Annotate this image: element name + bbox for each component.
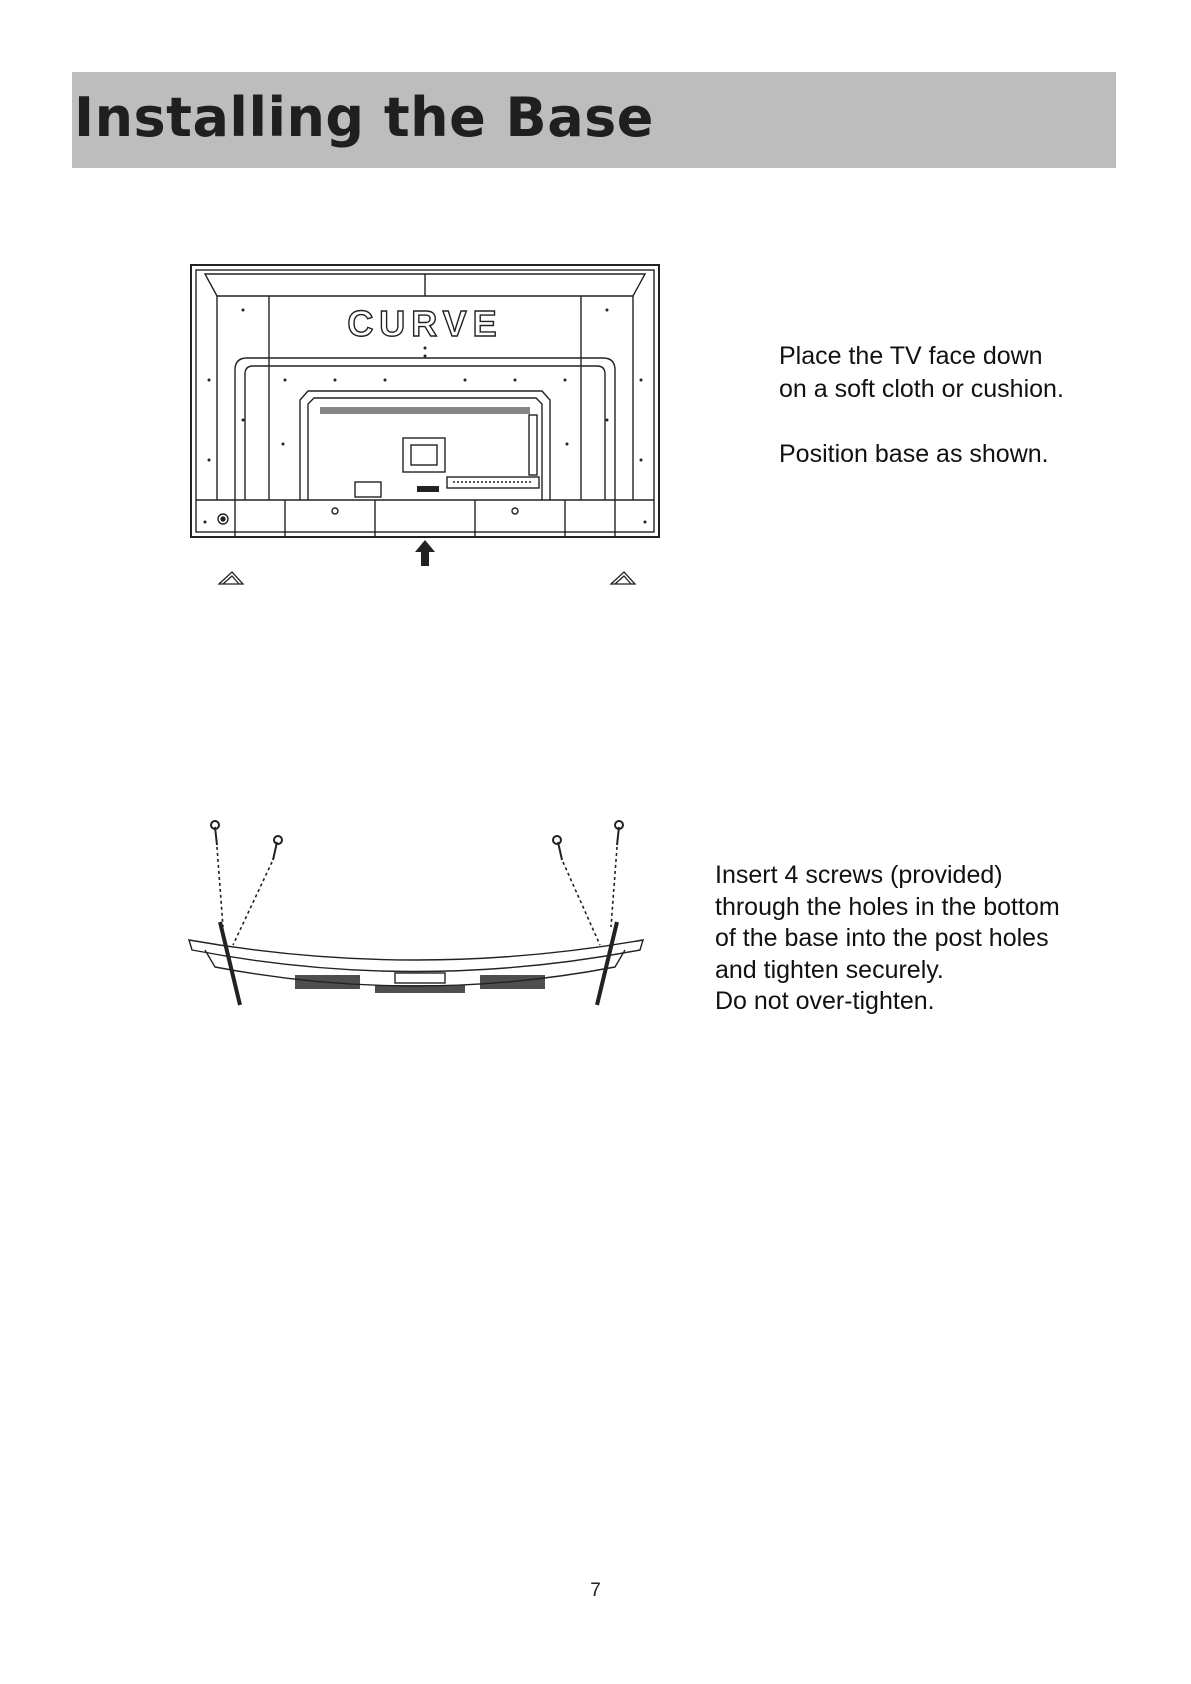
tv-back-illustration: [185, 260, 665, 630]
page-title: Installing the Base: [74, 86, 654, 149]
curve-logo: CURVE: [347, 303, 503, 344]
step-1-line-2: on a soft cloth or cushion.: [779, 375, 1064, 403]
step-1-note: Position base as shown.: [779, 440, 1049, 468]
step-2-instructions: [715, 860, 1060, 1018]
step-2-line-3: of the base into the post holes: [715, 924, 1049, 952]
base-screws-illustration: [185, 815, 655, 1015]
page-number: 7: [590, 1580, 601, 1601]
step-2-line-5: Do not over-tighten.: [715, 987, 935, 1015]
step-2-line-4: and tighten securely.: [715, 955, 944, 984]
step-1-line-1: Place the TV face down: [779, 342, 1043, 370]
step-1-instructions: [779, 340, 1064, 471]
step-2-line-1: Insert 4 screws (provided): [715, 861, 1003, 889]
step-2-line-2: through the holes in the bottom: [715, 892, 1060, 921]
